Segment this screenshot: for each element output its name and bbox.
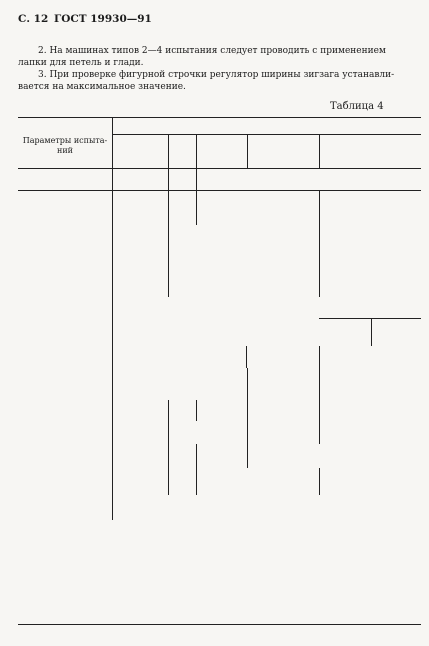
table-rule xyxy=(196,444,197,468)
paragraph-2-line-2: лапки для петель и глади. xyxy=(18,58,144,68)
table-rule xyxy=(168,468,169,495)
table-rule xyxy=(168,225,169,297)
table-rule xyxy=(319,225,320,297)
table-rule xyxy=(18,117,421,118)
table-rule xyxy=(196,134,197,168)
table-rule xyxy=(168,421,169,444)
table-rule xyxy=(18,624,421,625)
param-header-line: Параметры испыта- xyxy=(22,136,108,145)
paragraph-3-line-1: 3. При проверке фигурной строчки регулятор ширины зигзага устанавли- xyxy=(38,70,395,80)
table-rule xyxy=(319,468,320,495)
table-rule xyxy=(319,134,320,168)
table-rule xyxy=(18,190,421,191)
table-rule xyxy=(168,400,169,421)
table-rule xyxy=(168,134,169,168)
table-rule xyxy=(247,368,248,400)
paragraph-2-line-1: 2. На машинах типов 2—4 испытания следует проводить с применением xyxy=(38,46,386,56)
table-rule xyxy=(247,421,248,444)
table-rule xyxy=(112,117,113,520)
param-header-line: ний xyxy=(57,146,73,155)
table-rule xyxy=(168,168,169,225)
table-rule xyxy=(319,421,320,444)
table-rule xyxy=(246,346,247,368)
table-rule xyxy=(319,400,320,421)
table-rule xyxy=(112,134,421,135)
table-rule xyxy=(196,168,197,225)
standard-code: ГОСТ 19930—91 xyxy=(54,13,152,25)
table-rule xyxy=(247,400,248,421)
table-rule xyxy=(371,318,372,346)
table-rule xyxy=(319,346,320,400)
table-rule xyxy=(247,444,248,468)
table-title: Таблица 4 xyxy=(330,101,384,112)
table-rule xyxy=(196,468,197,495)
table-rule xyxy=(319,190,320,225)
table-rule xyxy=(319,318,421,319)
table-rule xyxy=(168,444,169,468)
paragraph-3-line-2: вается на максимальное значение. xyxy=(18,82,186,92)
table-rule xyxy=(196,400,197,421)
page-number: С. 12 xyxy=(18,13,49,25)
table-rule xyxy=(18,168,421,169)
table-rule xyxy=(247,134,248,168)
